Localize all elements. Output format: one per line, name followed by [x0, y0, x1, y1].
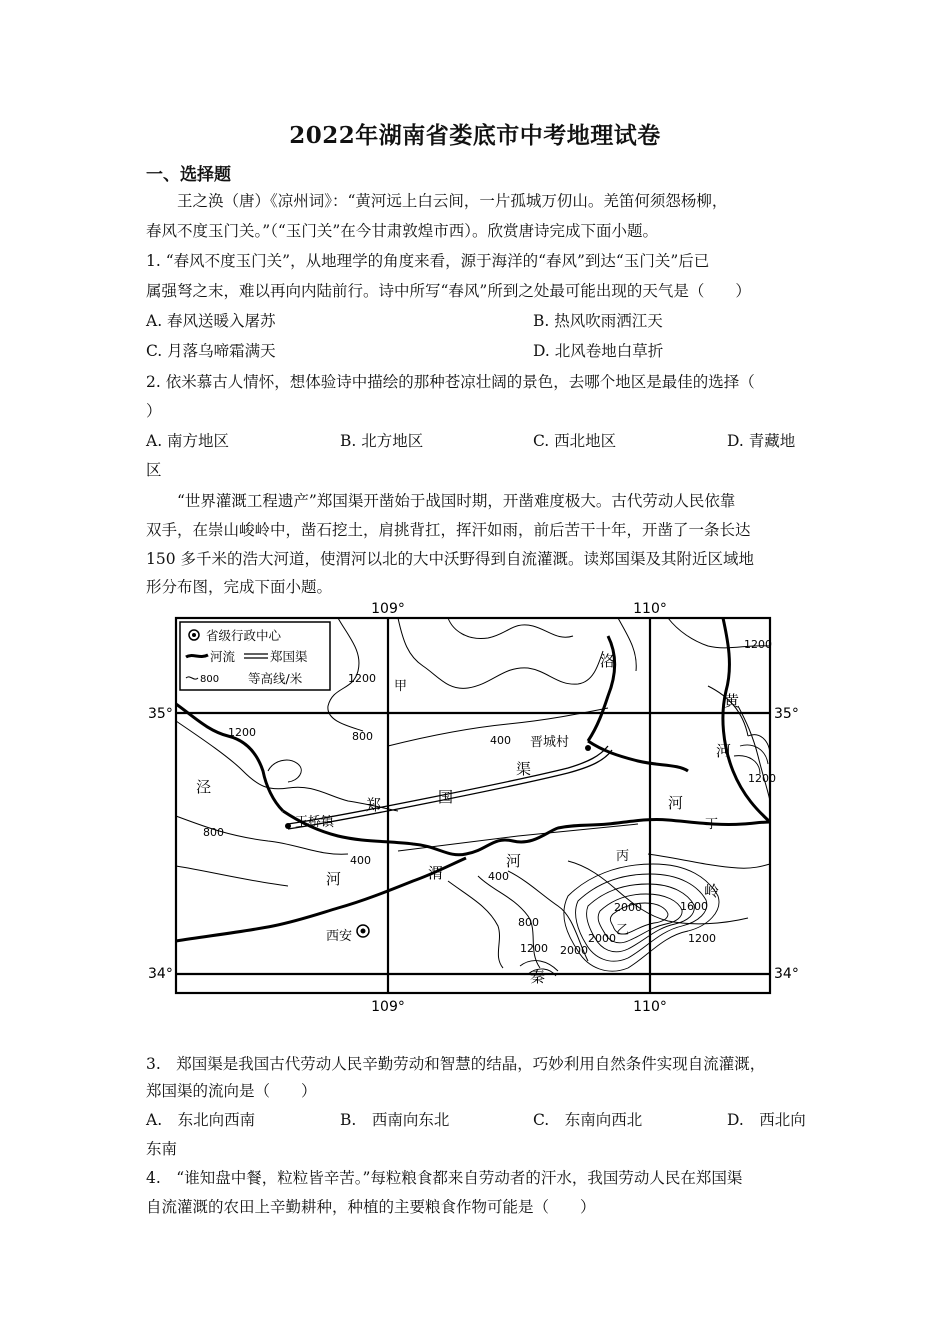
label-jing: 泾	[196, 778, 212, 796]
jincheng-dot-icon	[585, 745, 591, 751]
label-wei-he: 河	[506, 852, 522, 870]
q3-option-c: C. 东南向西北	[533, 1111, 643, 1129]
place-wangqiao: 王桥镇	[295, 815, 335, 830]
q2-stem-line2: ）	[146, 402, 162, 420]
intro-canal-line4: 形分布图，完成下面小题。	[146, 578, 333, 596]
q1-option-d: D. 北风卷地白草折	[533, 342, 664, 360]
q2-option-d: D. 青藏地	[727, 432, 796, 450]
q3-stem-line2: 郑国渠的流向是（ ）	[146, 1082, 317, 1100]
svg-text:800: 800	[203, 826, 224, 839]
label-wei: 渭	[428, 864, 444, 882]
lat-label-34-right: 34°	[774, 966, 799, 982]
label-canal-guo: 国	[438, 788, 454, 806]
svg-text:1200: 1200	[228, 726, 256, 739]
q4-stem-line2: 自流灌溉的农田上辛勤耕种，种植的主要粮食作物可能是（ ）	[146, 1198, 596, 1216]
label-jing-he: 河	[326, 870, 342, 888]
q1-stem-line1: 1. “春风不度玉门关”，从地理学的角度来看，源于海洋的“春风”到达“玉门关”后已	[146, 252, 710, 270]
svg-text:400: 400	[488, 870, 509, 883]
svg-text:1200: 1200	[348, 672, 376, 685]
lon-label-110-bottom: 110°	[633, 999, 667, 1015]
page-title: 2022年湖南省娄底市中考地理试卷	[289, 122, 661, 149]
q3-option-d: D. 西北向	[727, 1111, 806, 1129]
q2-stem-line1: 2. 依米慕古人情怀，想体验诗中描绘的那种苍凉壮阔的景色，去哪个地区是最佳的选择（	[146, 373, 755, 391]
q2-option-c: C. 西北地区	[533, 432, 617, 450]
label-canal-qu: 渠	[516, 760, 532, 778]
svg-text:2000: 2000	[560, 944, 588, 957]
lat-label-35-right: 35°	[774, 706, 799, 722]
legend-canal-label: 郑国渠	[270, 649, 308, 664]
lon-label-109-bottom: 109°	[371, 999, 405, 1015]
label-jia: 甲	[394, 679, 408, 694]
terrain-map-svg	[148, 596, 808, 1016]
section-heading: 一、选择题	[146, 165, 231, 185]
label-luo: 洛	[600, 652, 616, 670]
q1-option-c: C. 月落乌啼霜满天	[146, 342, 276, 360]
label-qin: 秦	[530, 968, 546, 986]
q4-stem-line1: 4. “谁知盘中餐，粒粒皆辛苦。”每粒粮食都来自劳动者的汗水，我国劳动人民在郑国渠	[146, 1169, 743, 1187]
svg-text:1200: 1200	[744, 638, 772, 651]
svg-text:800: 800	[518, 916, 539, 929]
intro-poem-line1: 王之涣（唐）《凉州词》：“黄河远上白云间，一片孤城万仞山。羌笛何须怨杨柳，	[177, 192, 728, 210]
river-symbol-icon	[186, 655, 208, 657]
q3-option-a: A. 东北向西南	[146, 1111, 256, 1129]
q3-option-d-continued: 东南	[146, 1140, 178, 1158]
legend-capital-label: 省级行政中心	[206, 628, 282, 643]
label-ling: 岭	[704, 882, 720, 900]
lat-label-35-left: 35°	[148, 706, 173, 722]
map-legend	[180, 622, 330, 690]
q1-option-b: B. 热风吹雨洒江天	[533, 312, 663, 330]
label-bing: 丙	[616, 849, 630, 864]
label-canal-zheng: 郑	[366, 796, 382, 814]
intro-canal-line1: “世界灌溉工程遗产”郑国渠开凿始于战国时期，开凿难度极大。古代劳动人民依靠	[177, 492, 736, 510]
svg-text:1200: 1200	[688, 932, 716, 945]
intro-canal-line2: 双手，在崇山峻岭中，凿石挖土，肩挑背扛，挥汗如雨，前后苦干十年，开凿了一条长达	[146, 521, 751, 539]
place-jincheng: 晋城村	[530, 735, 570, 750]
q1-stem-line2: 属强弩之末，难以再向内陆前行。诗中所写“春风”所到之处最可能出现的天气是（ ）	[146, 282, 751, 300]
svg-text:2000: 2000	[588, 932, 616, 945]
svg-text:1200: 1200	[748, 772, 776, 785]
wangqiao-dot-icon	[285, 823, 291, 829]
intro-poem-line2: 春风不度玉门关。”（“玉门关”在今甘肃敦煌市西）。欣赏唐诗完成下面小题。	[146, 222, 659, 240]
q2-option-a: A. 南方地区	[146, 432, 230, 450]
legend-river-label: 河流	[210, 649, 236, 664]
place-xian: 西安	[326, 929, 353, 944]
svg-text:400: 400	[350, 854, 371, 867]
svg-text:2000: 2000	[614, 901, 642, 914]
q2-option-b: B. 北方地区	[340, 432, 424, 450]
lat-label-34-left: 34°	[148, 966, 173, 982]
svg-text:400: 400	[490, 734, 511, 747]
terrain-map	[148, 596, 808, 1016]
svg-text:1600: 1600	[680, 900, 708, 913]
lon-label-110-top: 110°	[633, 601, 667, 617]
legend-contour-label: 等高线/米	[248, 671, 303, 686]
svg-text:800: 800	[352, 730, 373, 743]
svg-text:1200: 1200	[520, 942, 548, 955]
label-ding: 丁	[705, 817, 719, 832]
q1-option-a: A. 春风送暖入屠苏	[146, 312, 276, 330]
intro-canal-line3: 150 多千米的浩大河道，使渭河以北的大中沃野得到自流灌溉。读郑国渠及其附近区域地	[146, 550, 755, 568]
label-yi: 乙	[616, 923, 630, 938]
lon-label-109-top: 109°	[371, 601, 405, 617]
q2-option-d-continued: 区	[146, 461, 162, 479]
label-he-east: 河	[668, 794, 684, 812]
legend-contour-value: 800	[200, 674, 220, 685]
q3-option-b: B. 西南向东北	[340, 1111, 450, 1129]
label-huang-he: 河	[716, 742, 732, 760]
label-huang: 黄	[724, 692, 740, 710]
q3-stem-line1: 3. 郑国渠是我国古代劳动人民辛勤劳动和智慧的结晶，巧妙利用自然条件实现自流灌溉，	[146, 1055, 766, 1073]
